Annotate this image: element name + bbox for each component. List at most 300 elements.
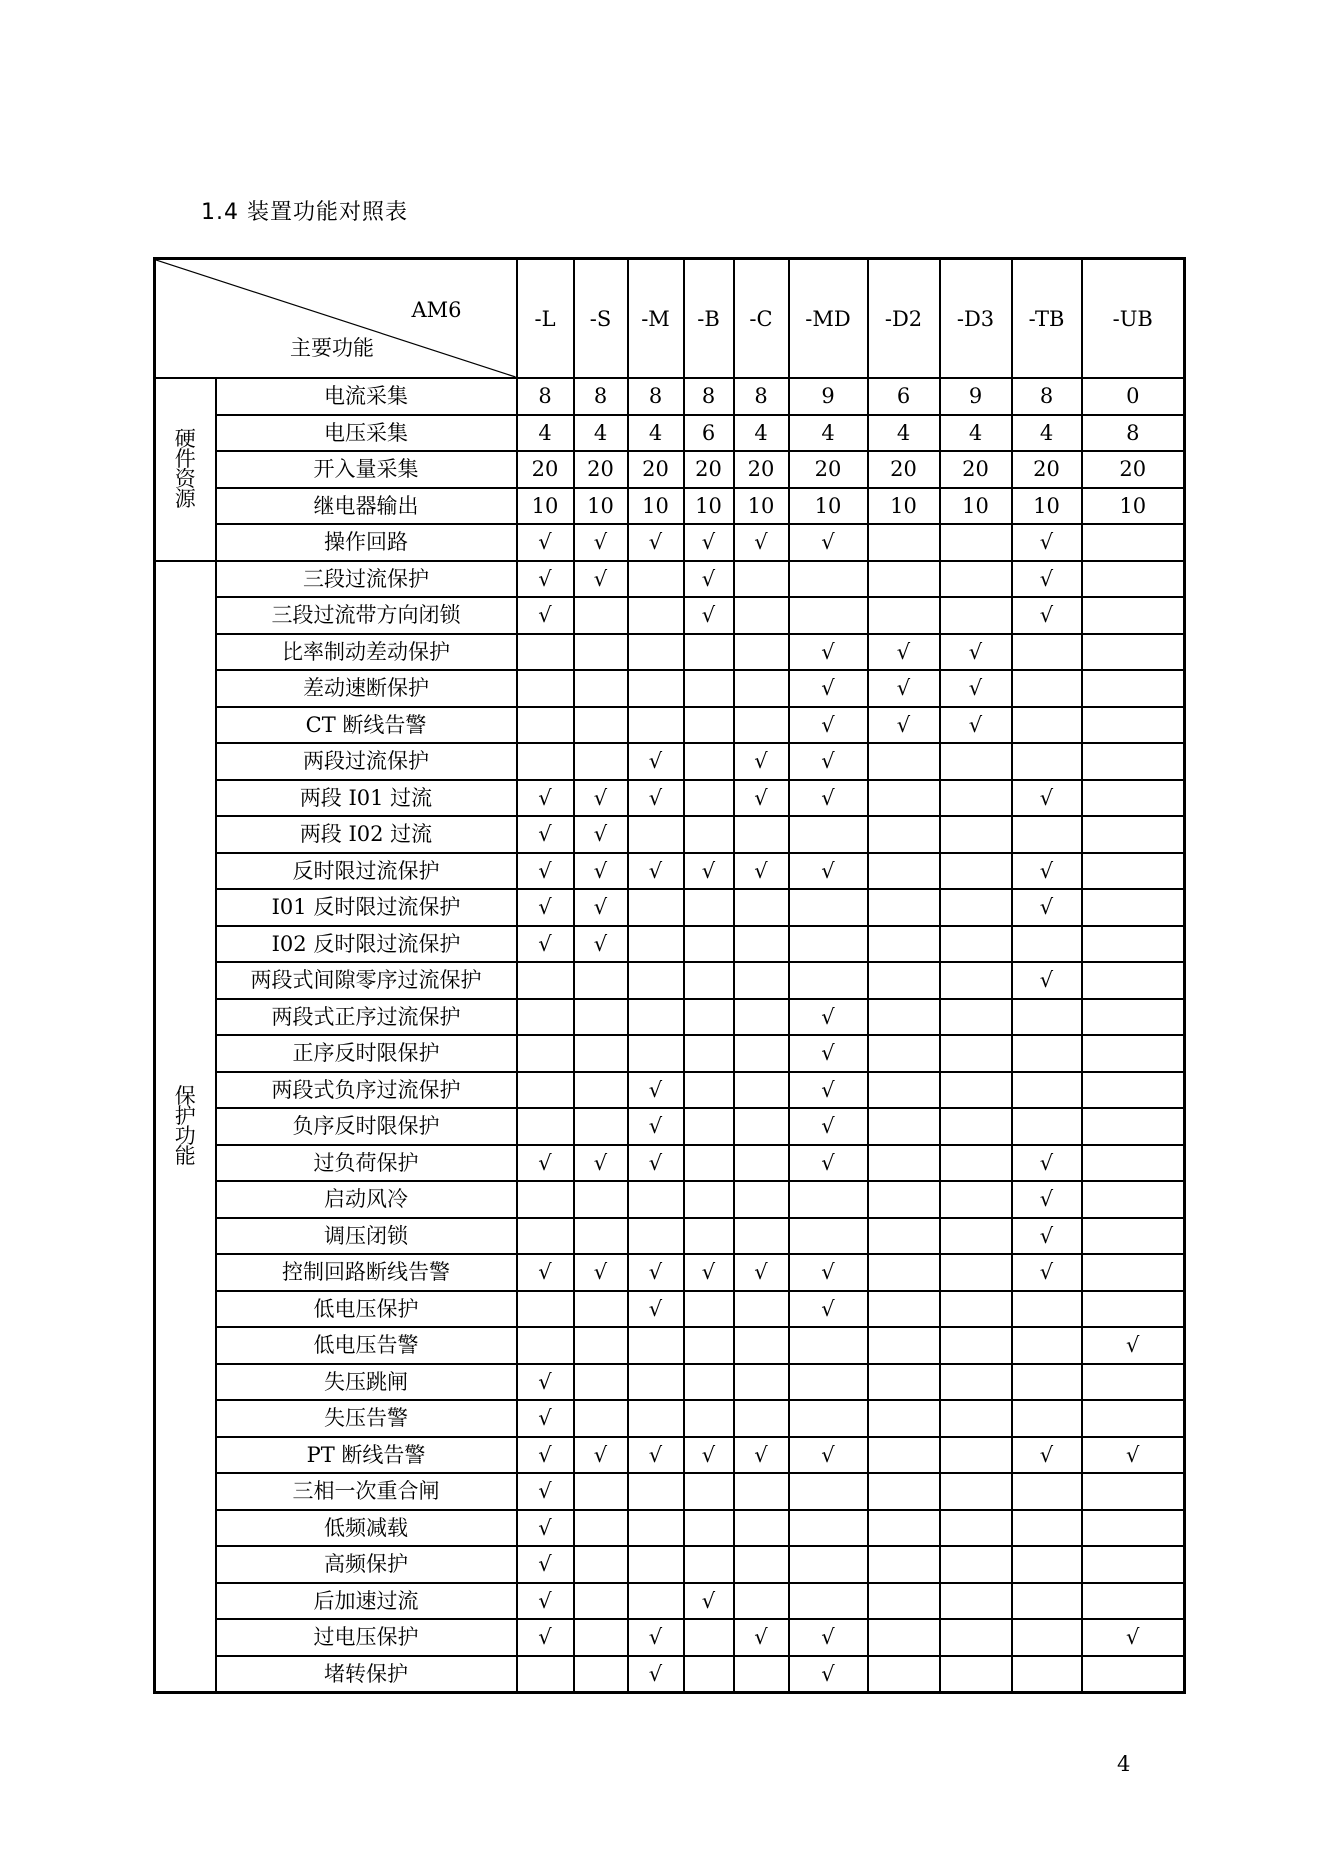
row-label: 后加速过流: [216, 1583, 517, 1620]
table-cell: [1082, 1145, 1185, 1182]
table-cell: 10: [734, 488, 789, 525]
protection-row: [155, 1072, 1185, 1109]
table-cell: [734, 1108, 789, 1145]
check-mark: √: [517, 1510, 574, 1547]
table-cell: [868, 780, 940, 817]
table-cell: 0: [1082, 378, 1185, 415]
check-mark: √: [574, 816, 628, 853]
check-mark: √: [628, 780, 684, 817]
protection-row: [155, 1656, 1185, 1693]
table-cell: [574, 1291, 628, 1328]
table-cell: [628, 1546, 684, 1583]
table-cell: [684, 1656, 734, 1693]
protection-row: [155, 597, 1185, 634]
col-header: -D2: [868, 259, 940, 379]
table-cell: [574, 1619, 628, 1656]
table-cell: [734, 1510, 789, 1547]
table-cell: [868, 926, 940, 963]
table-cell: [868, 1218, 940, 1255]
row-label: 控制回路断线告警: [216, 1254, 517, 1291]
table-cell: 10: [517, 488, 574, 525]
table-cell: [789, 816, 868, 853]
table-cell: [517, 1218, 574, 1255]
table-cell: 20: [517, 451, 574, 488]
table-cell: [1082, 1656, 1185, 1693]
row-label: 两段式正序过流保护: [216, 999, 517, 1036]
table-cell: 8: [574, 378, 628, 415]
table-cell: [684, 1473, 734, 1510]
check-mark: √: [684, 524, 734, 561]
table-cell: [734, 707, 789, 744]
table-cell: [684, 707, 734, 744]
check-mark: √: [789, 999, 868, 1036]
table-cell: [789, 1473, 868, 1510]
protection-row: [155, 1364, 1185, 1401]
check-mark: √: [517, 524, 574, 561]
table-cell: [684, 780, 734, 817]
check-mark: √: [789, 1145, 868, 1182]
check-mark: √: [684, 1583, 734, 1620]
col-header: -UB: [1082, 259, 1185, 379]
check-mark: √: [574, 780, 628, 817]
protection-row: [155, 707, 1185, 744]
col-header: -C: [734, 259, 789, 379]
table-cell: 10: [1082, 488, 1185, 525]
check-mark: √: [517, 1619, 574, 1656]
table-cell: [1082, 816, 1185, 853]
table-cell: 20: [684, 451, 734, 488]
table-cell: [628, 1473, 684, 1510]
table-cell: [940, 1327, 1012, 1364]
table-cell: [684, 670, 734, 707]
table-cell: [868, 1437, 940, 1474]
row-label: 差动速断保护: [216, 670, 517, 707]
check-mark: √: [517, 926, 574, 963]
table-cell: 9: [789, 378, 868, 415]
table-cell: 20: [574, 451, 628, 488]
table-cell: [628, 597, 684, 634]
check-mark: √: [789, 1254, 868, 1291]
table-cell: [1012, 1327, 1082, 1364]
check-mark: √: [789, 634, 868, 671]
row-label: 两段 I01 过流: [216, 780, 517, 817]
row-label: 两段过流保护: [216, 743, 517, 780]
table-cell: [940, 1619, 1012, 1656]
check-mark: √: [1012, 1181, 1082, 1218]
row-label: 电流采集: [216, 378, 517, 415]
table-cell: [868, 1583, 940, 1620]
table-cell: [1082, 1546, 1185, 1583]
table-cell: 10: [868, 488, 940, 525]
table-cell: [940, 1254, 1012, 1291]
table-cell: [1082, 962, 1185, 999]
table-cell: 4: [789, 415, 868, 452]
protection-row: [155, 1108, 1185, 1145]
table-cell: 4: [940, 415, 1012, 452]
check-mark: √: [684, 561, 734, 598]
table-cell: [940, 561, 1012, 598]
table-cell: [868, 889, 940, 926]
table-cell: [684, 1035, 734, 1072]
table-cell: 8: [734, 378, 789, 415]
table-cell: [574, 1473, 628, 1510]
check-mark: √: [574, 889, 628, 926]
hardware-row: [155, 415, 1185, 452]
table-cell: [628, 816, 684, 853]
check-mark: √: [734, 780, 789, 817]
table-cell: [734, 1400, 789, 1437]
table-cell: [574, 743, 628, 780]
table-cell: [789, 1364, 868, 1401]
protection-row: [155, 1437, 1185, 1474]
table-cell: [789, 1218, 868, 1255]
check-mark: √: [789, 1619, 868, 1656]
table-cell: [940, 1510, 1012, 1547]
table-cell: [517, 1656, 574, 1693]
row-label: PT 断线告警: [216, 1437, 517, 1474]
table-cell: 20: [789, 451, 868, 488]
check-mark: √: [517, 1364, 574, 1401]
diagonal-header-cell: [155, 259, 517, 379]
table-cell: [734, 1583, 789, 1620]
check-mark: √: [1012, 561, 1082, 598]
col-header: -TB: [1012, 259, 1082, 379]
table-cell: [517, 670, 574, 707]
table-cell: 20: [628, 451, 684, 488]
row-label: 两段式负序过流保护: [216, 1072, 517, 1109]
check-mark: √: [1012, 780, 1082, 817]
table-cell: [1012, 634, 1082, 671]
check-mark: √: [574, 561, 628, 598]
row-label: 失压告警: [216, 1400, 517, 1437]
row-label: 三段过流带方向闭锁: [216, 597, 517, 634]
table-cell: [734, 1364, 789, 1401]
table-cell: [940, 1473, 1012, 1510]
table-cell: 4: [574, 415, 628, 452]
hardware-row: [155, 451, 1185, 488]
table-cell: [684, 1108, 734, 1145]
row-label: 启动风冷: [216, 1181, 517, 1218]
check-mark: √: [1082, 1619, 1185, 1656]
table-cell: [1012, 743, 1082, 780]
table-cell: [789, 561, 868, 598]
table-cell: 20: [734, 451, 789, 488]
row-label: 负序反时限保护: [216, 1108, 517, 1145]
table-cell: [628, 926, 684, 963]
check-mark: √: [517, 597, 574, 634]
table-cell: [1082, 561, 1185, 598]
check-mark: √: [789, 1035, 868, 1072]
row-label: 过电压保护: [216, 1619, 517, 1656]
check-mark: √: [940, 670, 1012, 707]
check-mark: √: [628, 1656, 684, 1693]
table-cell: [868, 1364, 940, 1401]
table-cell: [1082, 853, 1185, 890]
table-cell: [684, 889, 734, 926]
check-mark: √: [517, 1583, 574, 1620]
table-cell: [868, 999, 940, 1036]
row-label: 电压采集: [216, 415, 517, 452]
check-mark: √: [517, 1473, 574, 1510]
table-cell: [628, 707, 684, 744]
table-cell: [1082, 1364, 1185, 1401]
check-mark: √: [789, 670, 868, 707]
table-cell: [628, 1364, 684, 1401]
table-cell: [868, 1291, 940, 1328]
check-mark: √: [628, 1437, 684, 1474]
check-mark: √: [628, 1145, 684, 1182]
table-cell: [940, 1072, 1012, 1109]
table-cell: [1082, 1473, 1185, 1510]
table-cell: [517, 707, 574, 744]
table-cell: [1082, 780, 1185, 817]
row-label: 高频保护: [216, 1546, 517, 1583]
table-cell: [1082, 1583, 1185, 1620]
protection-row: [155, 1583, 1185, 1620]
check-mark: √: [1012, 962, 1082, 999]
table-cell: [868, 1473, 940, 1510]
table-cell: 20: [1012, 451, 1082, 488]
table-cell: [1012, 1035, 1082, 1072]
table-cell: [574, 1656, 628, 1693]
table-cell: 10: [684, 488, 734, 525]
table-cell: [1082, 524, 1185, 561]
check-mark: √: [574, 1254, 628, 1291]
table-cell: [574, 707, 628, 744]
protection-row: [155, 780, 1185, 817]
table-cell: 8: [684, 378, 734, 415]
table-cell: [684, 743, 734, 780]
table-cell: [1082, 707, 1185, 744]
table-cell: [734, 816, 789, 853]
protection-row: [155, 1181, 1185, 1218]
table-cell: [940, 1181, 1012, 1218]
table-cell: [940, 1035, 1012, 1072]
check-mark: √: [1012, 889, 1082, 926]
table-cell: [517, 1327, 574, 1364]
table-cell: [1012, 1473, 1082, 1510]
check-mark: √: [517, 816, 574, 853]
table-cell: [734, 597, 789, 634]
table-cell: [789, 1583, 868, 1620]
group-char: 能: [174, 1144, 196, 1169]
table-cell: [734, 1145, 789, 1182]
table-cell: [1082, 743, 1185, 780]
table-cell: [517, 1072, 574, 1109]
row-label: 继电器输出: [216, 488, 517, 525]
table-cell: [940, 524, 1012, 561]
table-cell: [868, 1327, 940, 1364]
check-mark: √: [1012, 853, 1082, 890]
hardware-group-label: [155, 378, 216, 561]
table-cell: 6: [684, 415, 734, 452]
function-label: 主要功能: [290, 336, 374, 360]
table-cell: [940, 1437, 1012, 1474]
table-cell: [574, 1218, 628, 1255]
protection-row: [155, 1510, 1185, 1547]
row-label: 低电压保护: [216, 1291, 517, 1328]
check-mark: √: [789, 1072, 868, 1109]
table-cell: [734, 889, 789, 926]
table-cell: [684, 1546, 734, 1583]
group-char: 件: [174, 447, 196, 472]
protection-row: [155, 1473, 1185, 1510]
check-mark: √: [574, 524, 628, 561]
table-cell: [684, 1145, 734, 1182]
col-header: -B: [684, 259, 734, 379]
group-char: 护: [174, 1104, 196, 1129]
check-mark: √: [789, 1656, 868, 1693]
hardware-row: [155, 378, 1185, 415]
table-cell: [868, 561, 940, 598]
table-cell: [940, 1145, 1012, 1182]
check-mark: √: [684, 853, 734, 890]
function-comparison-table: [153, 257, 1186, 1694]
protection-row: [155, 1218, 1185, 1255]
check-mark: √: [1082, 1327, 1185, 1364]
table-cell: [684, 1327, 734, 1364]
table-cell: 6: [868, 378, 940, 415]
table-cell: [734, 670, 789, 707]
check-mark: √: [628, 853, 684, 890]
table-cell: [789, 1181, 868, 1218]
table-cell: [517, 962, 574, 999]
table-cell: [868, 1181, 940, 1218]
table-cell: [574, 1510, 628, 1547]
protection-row: [155, 816, 1185, 853]
table-cell: [940, 780, 1012, 817]
protection-row: [155, 670, 1185, 707]
table-cell: [684, 1291, 734, 1328]
col-header: -MD: [789, 259, 868, 379]
table-cell: [517, 999, 574, 1036]
row-label: 三相一次重合闸: [216, 1473, 517, 1510]
check-mark: √: [628, 524, 684, 561]
check-mark: √: [628, 1254, 684, 1291]
table-cell: 4: [868, 415, 940, 452]
table-cell: [1012, 1583, 1082, 1620]
table-cell: [868, 597, 940, 634]
row-label: 堵转保护: [216, 1656, 517, 1693]
table-cell: [574, 1583, 628, 1620]
check-mark: √: [628, 1619, 684, 1656]
row-label: 正序反时限保护: [216, 1035, 517, 1072]
check-mark: √: [628, 1291, 684, 1328]
table-cell: [517, 1181, 574, 1218]
table-cell: [1012, 1364, 1082, 1401]
row-label: 低电压告警: [216, 1327, 517, 1364]
table-cell: [517, 1035, 574, 1072]
table-cell: 20: [1082, 451, 1185, 488]
check-mark: √: [628, 1072, 684, 1109]
table-cell: [734, 1473, 789, 1510]
table-cell: [684, 962, 734, 999]
check-mark: √: [868, 707, 940, 744]
check-mark: √: [789, 1108, 868, 1145]
table-cell: [734, 561, 789, 598]
check-mark: √: [517, 1546, 574, 1583]
check-mark: √: [517, 889, 574, 926]
table-cell: [734, 1291, 789, 1328]
check-mark: √: [517, 1145, 574, 1182]
table-cell: [940, 1583, 1012, 1620]
table-cell: [868, 1656, 940, 1693]
row-label: I02 反时限过流保护: [216, 926, 517, 963]
check-mark: √: [1012, 1218, 1082, 1255]
table-cell: [1012, 1619, 1082, 1656]
table-cell: [684, 816, 734, 853]
check-mark: √: [789, 743, 868, 780]
table-cell: [789, 926, 868, 963]
table-cell: [789, 1510, 868, 1547]
table-cell: 4: [628, 415, 684, 452]
check-mark: √: [517, 1437, 574, 1474]
table-cell: [574, 634, 628, 671]
table-cell: [684, 1510, 734, 1547]
table-cell: [628, 1181, 684, 1218]
row-label: CT 断线告警: [216, 707, 517, 744]
table-cell: [1012, 1072, 1082, 1109]
hardware-row: [155, 488, 1185, 525]
table-cell: [1012, 1400, 1082, 1437]
protection-row: [155, 1546, 1185, 1583]
check-mark: √: [868, 634, 940, 671]
table-cell: [684, 926, 734, 963]
table-cell: [734, 962, 789, 999]
table-cell: [940, 597, 1012, 634]
check-mark: √: [734, 853, 789, 890]
check-mark: √: [1012, 524, 1082, 561]
table-cell: [1082, 1218, 1185, 1255]
check-mark: √: [1012, 597, 1082, 634]
check-mark: √: [574, 1437, 628, 1474]
row-label: 比率制动差动保护: [216, 634, 517, 671]
row-label: 三段过流保护: [216, 561, 517, 598]
table-cell: 10: [628, 488, 684, 525]
table-cell: 9: [940, 378, 1012, 415]
table-cell: [789, 1546, 868, 1583]
table-cell: [628, 962, 684, 999]
check-mark: √: [1012, 1437, 1082, 1474]
col-header: -L: [517, 259, 574, 379]
table-cell: [517, 1108, 574, 1145]
table-cell: [1082, 1400, 1185, 1437]
check-mark: √: [574, 926, 628, 963]
table-cell: [1082, 889, 1185, 926]
table-cell: [868, 743, 940, 780]
table-cell: [940, 1108, 1012, 1145]
table-cell: [628, 1035, 684, 1072]
check-mark: √: [628, 743, 684, 780]
table-cell: [734, 1218, 789, 1255]
table-cell: 10: [574, 488, 628, 525]
table-cell: [868, 524, 940, 561]
table-cell: 4: [1012, 415, 1082, 452]
check-mark: √: [517, 1254, 574, 1291]
table-cell: [940, 743, 1012, 780]
table-cell: [574, 1108, 628, 1145]
protection-row: [155, 1145, 1185, 1182]
table-cell: [1082, 597, 1185, 634]
model-label: AM6: [411, 298, 462, 322]
protection-row: [155, 889, 1185, 926]
table-cell: [684, 1364, 734, 1401]
table-cell: [940, 1291, 1012, 1328]
table-cell: [868, 1400, 940, 1437]
table-cell: [628, 634, 684, 671]
table-cell: [628, 999, 684, 1036]
table-cell: [574, 1072, 628, 1109]
